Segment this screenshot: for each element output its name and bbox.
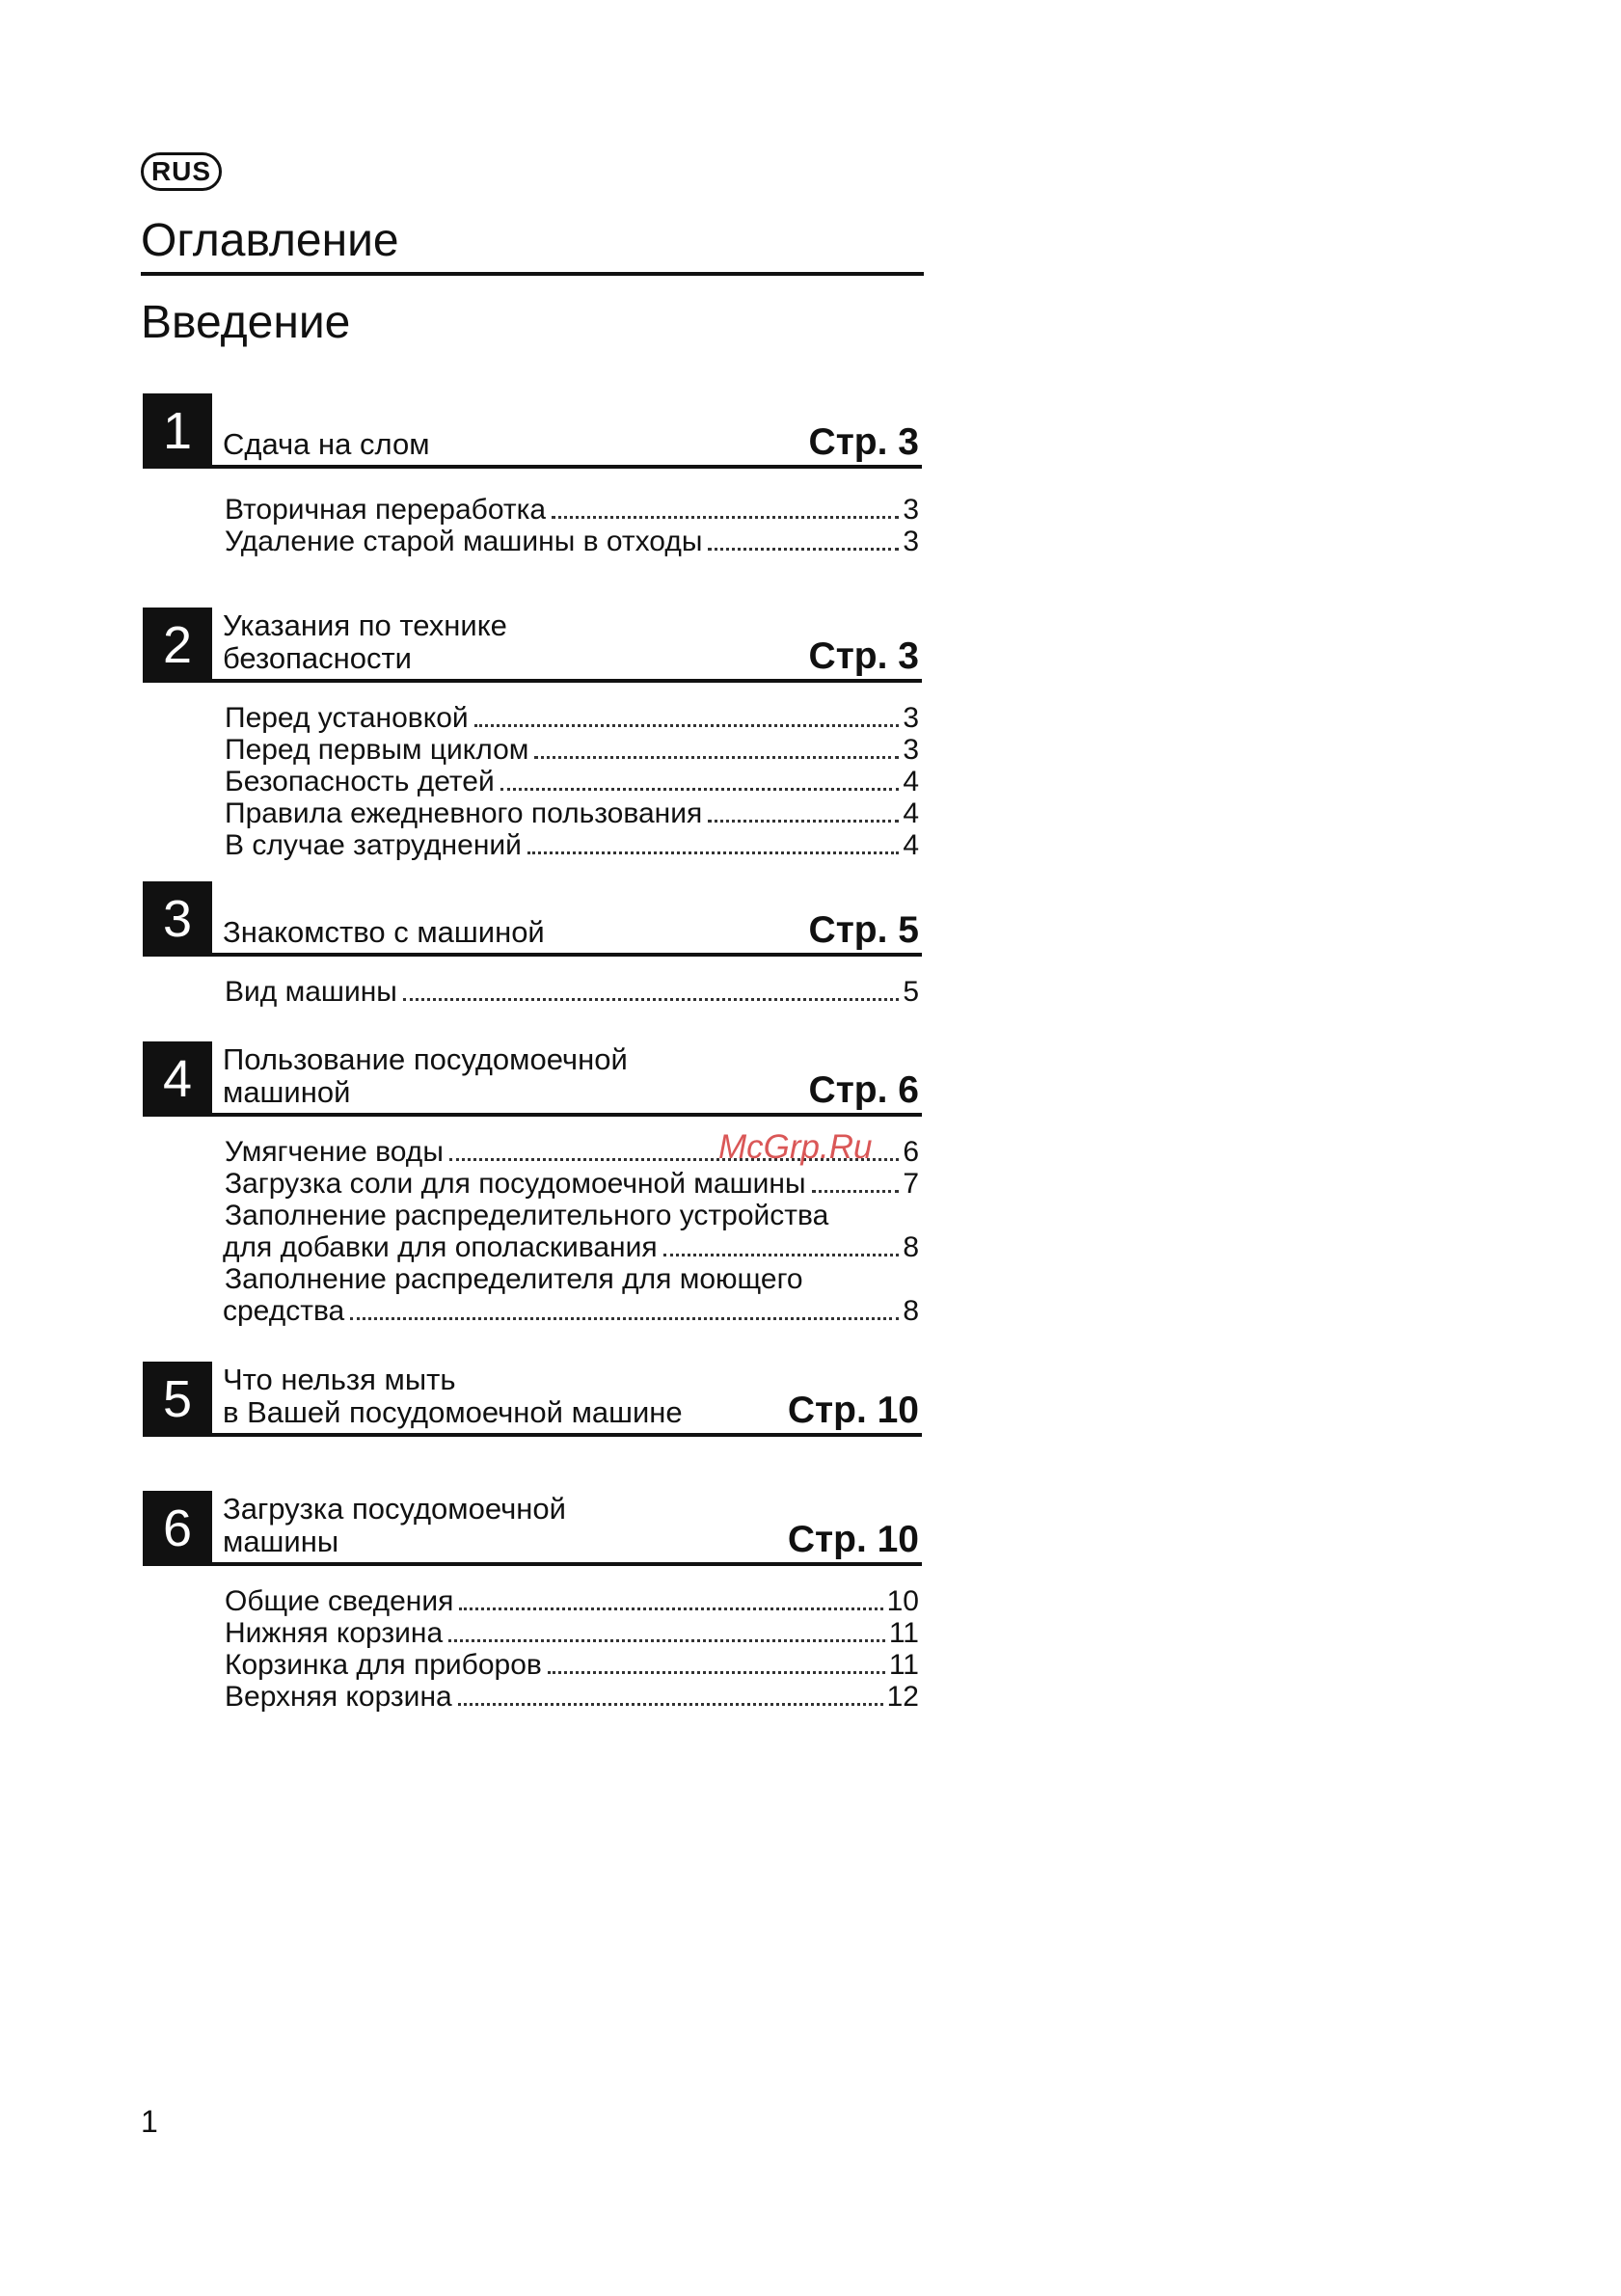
section-subtitle: Введение — [141, 297, 351, 348]
toc-entry[interactable]: Перед установкой 3 — [225, 702, 919, 734]
section-number: 3 — [143, 881, 212, 957]
toc-section-1 — [143, 393, 922, 557]
section-page-ref[interactable]: Стр. 6 — [808, 1069, 919, 1111]
toc-section-6 — [143, 1491, 922, 1713]
section-page-ref[interactable]: Стр. 10 — [787, 1519, 919, 1560]
dot-leader — [500, 788, 900, 791]
dot-leader — [474, 724, 900, 727]
section-title[interactable]: Загрузка посудомоечной машины — [223, 1492, 566, 1558]
dot-leader — [552, 516, 899, 519]
dot-leader — [350, 1317, 899, 1320]
section-header — [143, 881, 922, 957]
dot-leader — [458, 1703, 883, 1706]
toc-entries — [143, 702, 922, 861]
dot-leader — [403, 998, 899, 1001]
toc-entry[interactable]: Корзинка для приборов 11 — [225, 1649, 919, 1681]
section-number: 1 — [143, 393, 212, 469]
section-title[interactable]: Пользование посудомоечной машиной — [223, 1042, 628, 1109]
section-title[interactable]: Сдача на слом — [223, 427, 430, 461]
dot-leader — [663, 1254, 900, 1256]
section-page-ref[interactable]: Стр. 10 — [787, 1390, 919, 1431]
toc-entry[interactable]: средства 8 — [223, 1295, 919, 1327]
dot-leader — [459, 1607, 882, 1610]
toc-entry[interactable]: Верхняя корзина 12 — [225, 1681, 919, 1713]
toc-entry[interactable]: Вид машины 5 — [225, 976, 919, 1008]
toc-entry[interactable]: Правила ежедневного пользования 4 — [225, 797, 919, 829]
toc-entries — [143, 976, 922, 1008]
toc-section-3 — [143, 881, 922, 1008]
toc-entry-line[interactable]: Заполнение распределителя для моющего — [225, 1263, 803, 1295]
dot-leader — [448, 1639, 885, 1642]
section-page-ref[interactable]: Стр. 5 — [808, 909, 919, 951]
toc-entry[interactable]: для добавки для ополаскивания 8 — [223, 1231, 919, 1263]
watermark: McGrp.Ru — [718, 1128, 873, 1166]
page-number: 1 — [141, 2104, 158, 2139]
dot-leader — [548, 1671, 885, 1674]
section-header — [143, 393, 922, 469]
section-number: 2 — [143, 608, 212, 683]
toc-section-2 — [143, 608, 922, 861]
section-number: 4 — [143, 1041, 212, 1117]
toc-entry[interactable]: Общие сведения 10 — [225, 1585, 919, 1617]
toc-entries — [143, 1585, 922, 1713]
section-title[interactable]: Указания по технике безопасности — [223, 608, 507, 675]
toc-entry[interactable]: Безопасность детей 4 — [225, 766, 919, 797]
section-header — [143, 608, 922, 683]
section-title[interactable]: Что нельзя мыть в Вашей посудомоечной машине — [223, 1363, 683, 1429]
toc-section-4 — [143, 1041, 922, 1327]
section-number: 5 — [143, 1362, 212, 1437]
toc-entry[interactable]: Нижняя корзина 11 — [225, 1617, 919, 1649]
dot-leader — [708, 548, 899, 551]
section-header — [143, 1362, 922, 1437]
dot-leader — [534, 756, 899, 759]
section-page-ref[interactable]: Стр. 3 — [808, 635, 919, 677]
dot-leader — [708, 820, 899, 823]
toc-entry[interactable]: Удаление старой машины в отходы 3 — [225, 526, 919, 557]
page-title: Оглавление — [141, 212, 924, 276]
section-number: 6 — [143, 1491, 212, 1566]
toc-entry[interactable]: В случае затруднений 4 — [225, 829, 919, 861]
section-title[interactable]: Знакомство с машиной — [223, 915, 545, 949]
toc-section-5 — [143, 1362, 922, 1437]
toc-entry[interactable]: Умягчение воды 6 — [225, 1136, 919, 1168]
toc-entry[interactable]: Перед первым циклом 3 — [225, 734, 919, 766]
dot-leader — [527, 851, 899, 854]
section-page-ref[interactable]: Стр. 3 — [808, 421, 919, 463]
section-header — [143, 1491, 922, 1566]
toc-entry[interactable]: Загрузка соли для посудомоечной машины 7 — [225, 1168, 919, 1200]
toc-entry[interactable]: Вторичная переработка 3 — [225, 494, 919, 526]
section-header — [143, 1041, 922, 1117]
toc-entry-line[interactable]: Заполнение распределительного устройства — [225, 1200, 829, 1231]
language-badge: RUS — [141, 152, 222, 191]
toc-entries — [143, 494, 922, 557]
dot-leader — [812, 1190, 900, 1193]
